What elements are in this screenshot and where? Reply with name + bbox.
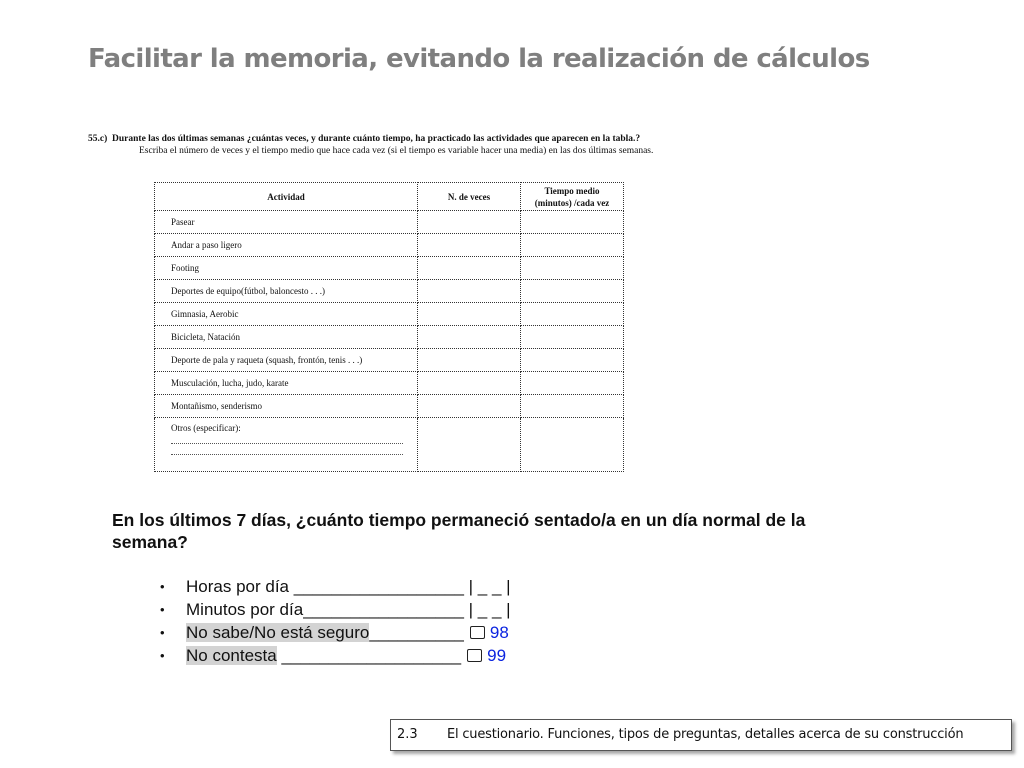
table-header-row [155,183,624,211]
activity-cell: Pasear [155,211,418,234]
table-row [155,326,624,349]
question-instruction: Escriba el número de veces y el tiempo medio que hace cada vez (si el tiempo es variable hacer una media) en las dos últimas semanas. [139,146,654,156]
times-cell[interactable] [418,211,521,234]
time-cell[interactable] [521,349,624,372]
header-times: N. de veces [418,183,521,211]
question-text: Durante las dos últimas semanas ¿cuántas veces, y durante cuánto tiempo, ha practicado las actividades que aparecen en la tabla.? [112,134,641,144]
activity-cell: Deporte de pala y raqueta (squash, frontón, tenis . . .) [155,349,418,372]
digit-boxes[interactable]: | _ _ | [463,577,511,596]
table-row [155,349,624,372]
times-cell[interactable] [418,280,521,303]
time-cell[interactable] [521,211,624,234]
time-cell[interactable] [521,372,624,395]
table-row [155,395,624,418]
activity-cell: Musculación, lucha, judo, karate [155,372,418,395]
bullet: • [160,579,165,594]
checkbox-icon[interactable] [470,626,485,639]
checkbox-icon[interactable] [467,649,482,662]
header-time-line1: Tiempo medio [544,185,600,196]
activity-table [154,182,624,472]
activity-cell: Montañismo, senderismo [155,395,418,418]
activity-cell: Deportes de equipo(fútbol, baloncesto . . .) [155,280,418,303]
footer-section-number: 2.3 [397,727,418,742]
option-no-answer [160,644,511,667]
option-unsure [160,621,511,644]
bullet: • [160,625,165,640]
table-row [155,257,624,280]
time-cell[interactable] [521,418,624,472]
activity-cell: Footing [155,257,418,280]
time-cell[interactable] [521,234,624,257]
other-activity-cell [155,418,418,472]
times-cell[interactable] [418,395,521,418]
option-label: Horas por día [186,577,294,596]
times-cell[interactable] [418,234,521,257]
bullet: • [160,648,165,663]
other-fill-line[interactable] [171,437,403,444]
times-cell[interactable] [418,418,521,472]
question-55 [88,133,788,157]
answer-line[interactable]: __________________ [293,577,464,596]
header-activity: Actividad [155,183,418,211]
header-time [521,183,624,211]
time-cell[interactable] [521,280,624,303]
answer-line[interactable]: _________________ [303,600,464,619]
time-cell[interactable] [521,257,624,280]
option-code: 99 [487,646,507,665]
option-label: Minutos por día [186,600,304,619]
bullet: • [160,602,165,617]
table-row [155,211,624,234]
activity-cell: Bicicleta, Natación [155,326,418,349]
activity-cell: Andar a paso ligero [155,234,418,257]
option-label: No sabe/No está seguro [186,623,370,642]
answer-options [160,575,511,667]
option-label: No contesta [186,646,277,665]
time-cell[interactable] [521,395,624,418]
other-label: Otros (especificar): [171,423,241,433]
slide-title: Facilitar la memoria, evitando la realización de cálculos [88,44,870,74]
answer-line: __________ [369,623,464,642]
sitting-question: En los últimos 7 días, ¿cuánto tiempo permaneció sentado/a en un día normal de la semana? [112,510,806,552]
digit-boxes[interactable]: | _ _ | [463,600,511,619]
option-hours [160,575,511,598]
table-row [155,234,624,257]
times-cell[interactable] [418,326,521,349]
times-cell[interactable] [418,257,521,280]
footer-box [390,719,1012,751]
times-cell[interactable] [418,303,521,326]
time-cell[interactable] [521,326,624,349]
option-minutes [160,598,511,621]
other-fill-line[interactable] [171,448,403,455]
answer-line: ___________________ [276,646,462,665]
times-cell[interactable] [418,349,521,372]
footer-section-title: El cuestionario. Funciones, tipos de preguntas, detalles acerca de su construcción [447,727,964,742]
table-row [155,303,624,326]
table-row [155,372,624,395]
option-code: 98 [489,623,509,642]
table-row-other [155,418,624,472]
time-cell[interactable] [521,303,624,326]
times-cell[interactable] [418,372,521,395]
activity-cell: Gimnasia, Aerobic [155,303,418,326]
question-number: 55.c) [88,134,108,144]
table-row [155,280,624,303]
header-time-line2: (minutos) /cada vez [534,197,610,208]
